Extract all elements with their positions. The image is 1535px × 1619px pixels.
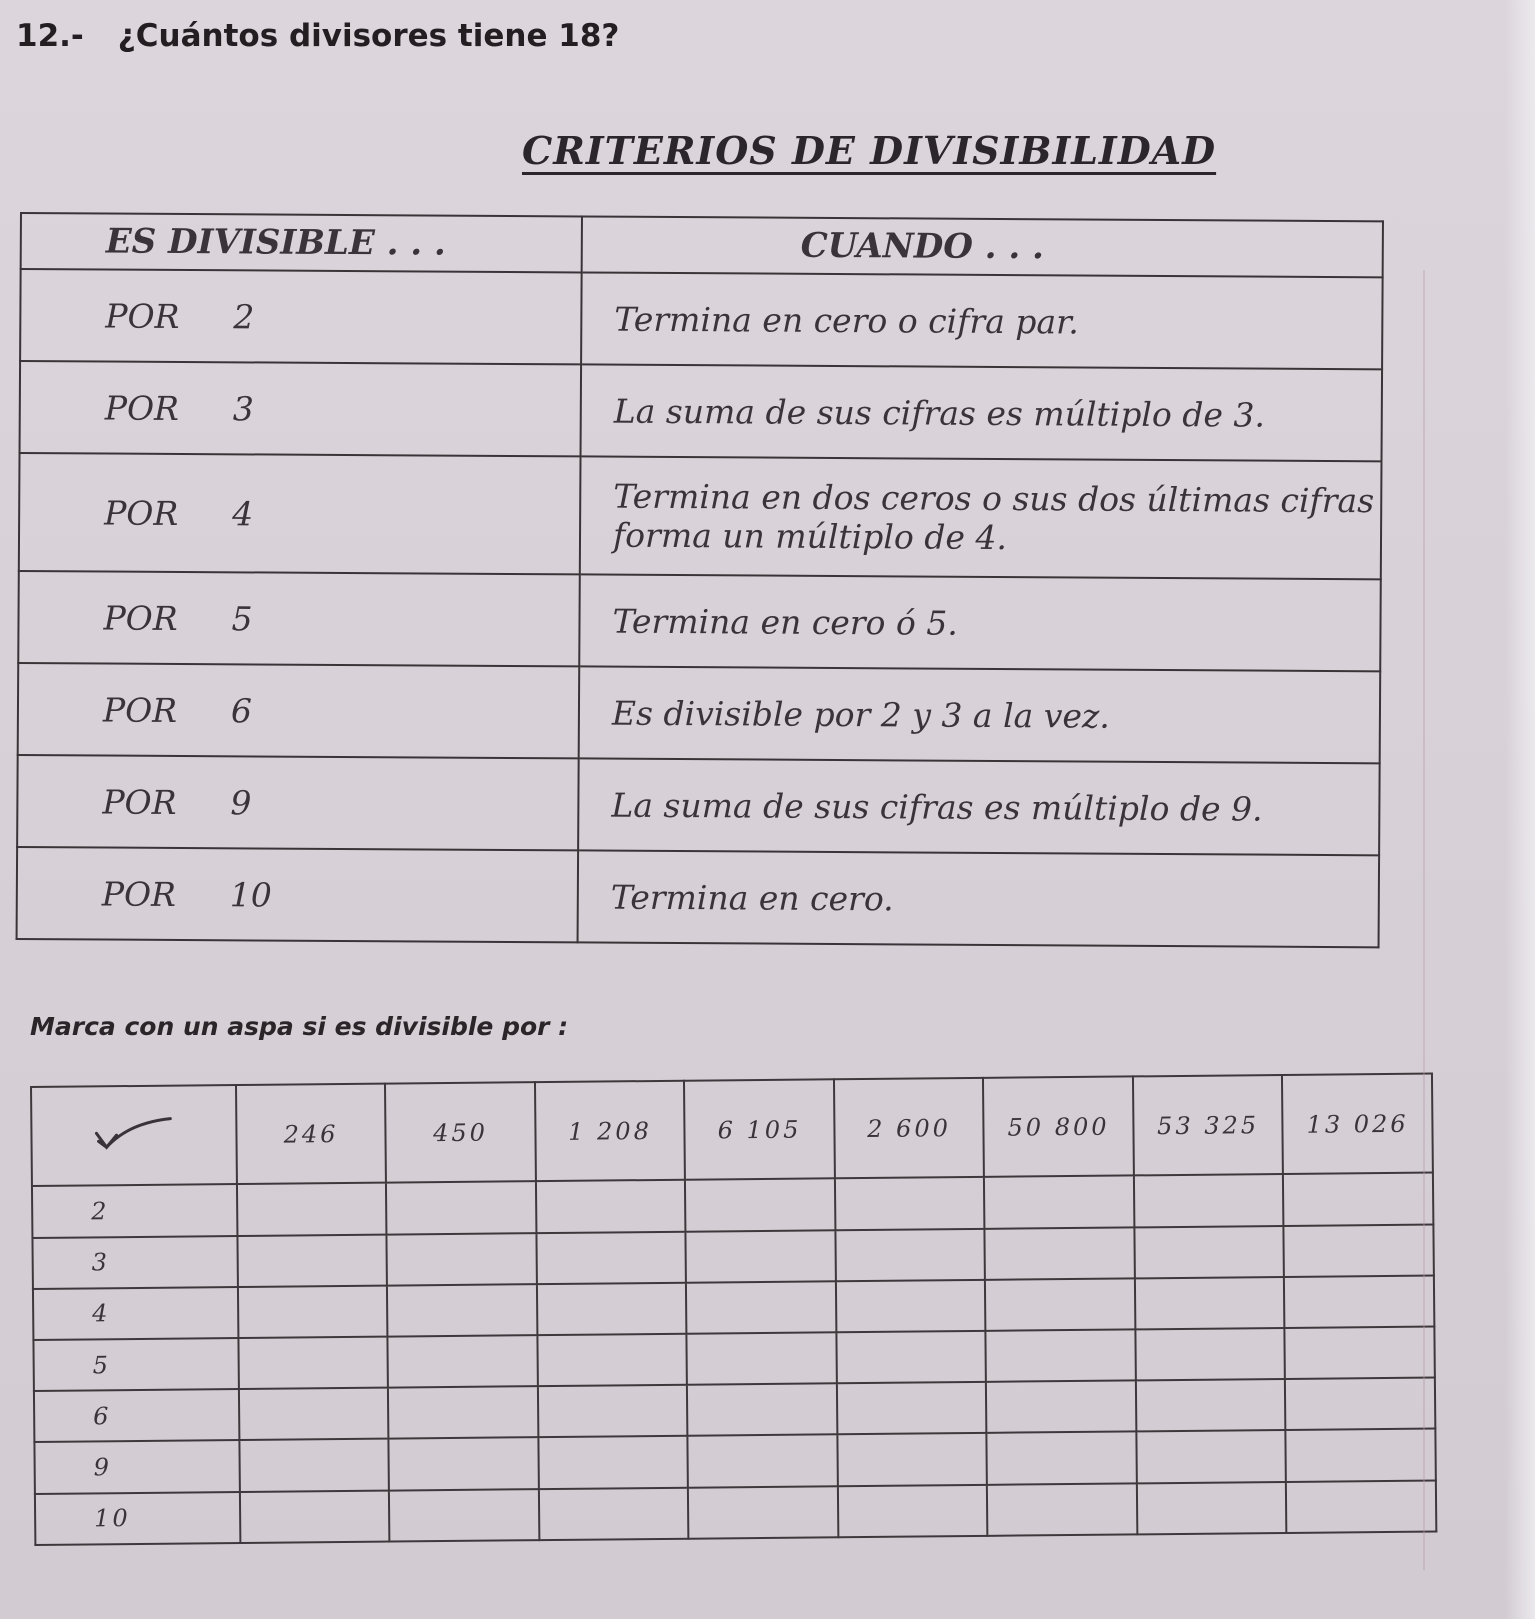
mark-cell[interactable] (1284, 1224, 1434, 1277)
number-header: 1 208 (535, 1081, 685, 1182)
mark-cell[interactable] (1134, 1174, 1284, 1227)
mark-cell[interactable] (686, 1230, 836, 1283)
mark-cell[interactable] (389, 1438, 539, 1491)
criteria-divisor: 10 (229, 874, 272, 915)
mark-cell[interactable] (238, 1337, 388, 1390)
mark-cell[interactable] (1283, 1173, 1433, 1226)
mark-cell[interactable] (835, 1228, 985, 1281)
mark-cell[interactable] (987, 1483, 1137, 1536)
mark-cell[interactable] (986, 1329, 1136, 1382)
mark-cell[interactable] (837, 1382, 987, 1435)
mark-cell[interactable] (1135, 1277, 1285, 1330)
divisor-label: 10 (35, 1492, 240, 1545)
criteria-rule: La suma de sus cifras es múltiplo de 9. (578, 758, 1380, 855)
criteria-por: POR (104, 493, 179, 533)
mark-cell[interactable] (388, 1386, 538, 1439)
criteria-rule: Termina en cero ó 5. (579, 574, 1381, 671)
criteria-row (17, 847, 1380, 947)
number-header: 246 (236, 1084, 386, 1185)
mark-cell[interactable] (1284, 1275, 1434, 1328)
question-number: 12.- (16, 18, 84, 54)
mark-cell[interactable] (1134, 1225, 1284, 1278)
criteria-rule: Termina en cero o cifra par. (581, 272, 1383, 369)
criteria-rule: Es divisible por 2 y 3 a la vez. (579, 666, 1381, 763)
number-header: 50 800 (983, 1076, 1133, 1177)
mark-cell[interactable] (688, 1435, 838, 1488)
mark-cell[interactable] (389, 1489, 539, 1542)
mark-cell[interactable] (388, 1335, 538, 1388)
mark-cell[interactable] (237, 1234, 387, 1287)
criteria-header-row (21, 213, 1383, 277)
criteria-por: POR (102, 782, 177, 822)
mark-cell[interactable] (239, 1388, 389, 1441)
criteria-row (18, 663, 1381, 763)
mark-cell[interactable] (1135, 1328, 1285, 1381)
mark-cell[interactable] (985, 1227, 1135, 1280)
mark-cell[interactable] (685, 1179, 835, 1232)
question-text: ¿Cuántos divisores tiene 18? (117, 18, 620, 54)
mark-cell[interactable] (386, 1181, 536, 1234)
mark-cell[interactable] (536, 1180, 686, 1233)
mark-cell[interactable] (1285, 1327, 1435, 1380)
mark-cell[interactable] (537, 1282, 687, 1335)
criteria-divisor: 6 (230, 690, 253, 730)
mark-cell[interactable] (835, 1177, 985, 1230)
mark-header-row (31, 1074, 1433, 1187)
divisor-label: 2 (32, 1184, 237, 1237)
number-header: 13 026 (1282, 1074, 1433, 1175)
mark-cell[interactable] (387, 1284, 537, 1337)
mark-cell[interactable] (387, 1233, 537, 1286)
criteria-header-left: ES DIVISIBLE . . . (21, 213, 582, 272)
criteria-row (20, 269, 1383, 369)
criteria-rule: La suma de sus cifras es múltiplo de 3. (581, 364, 1383, 461)
mark-cell[interactable] (838, 1485, 988, 1538)
mark-cell[interactable] (536, 1231, 686, 1284)
mark-cell[interactable] (240, 1490, 390, 1543)
mark-cell[interactable] (1137, 1482, 1287, 1535)
number-header: 53 325 (1133, 1075, 1283, 1176)
mark-cell[interactable] (837, 1433, 987, 1486)
criteria-rule: Termina en cero. (578, 850, 1380, 947)
divisibility-mark-table (30, 1073, 1437, 1546)
number-header: 450 (385, 1082, 535, 1183)
number-header: 6 105 (684, 1079, 834, 1180)
mark-cell[interactable] (237, 1183, 387, 1236)
criteria-por: POR (105, 296, 180, 336)
mark-cell[interactable] (239, 1439, 389, 1492)
criteria-por: POR (102, 690, 178, 730)
mark-cell[interactable] (1285, 1378, 1435, 1431)
mark-corner-cell (31, 1085, 237, 1186)
divisor-label: 5 (33, 1338, 238, 1391)
mark-cell[interactable] (686, 1281, 836, 1334)
page-edge (1505, 0, 1535, 1619)
mark-cell[interactable] (687, 1383, 837, 1436)
mark-cell[interactable] (1136, 1430, 1286, 1483)
page-title: CRITERIOS DE DIVISIBILIDAD (522, 128, 1217, 173)
criteria-rule: Termina en dos ceros o sus dos últimas cifras forma un múltiplo de 4. (580, 456, 1382, 579)
mark-cell[interactable] (986, 1381, 1136, 1434)
mark-cell[interactable] (836, 1331, 986, 1384)
mark-cell[interactable] (1286, 1480, 1436, 1533)
mark-cell[interactable] (987, 1432, 1137, 1485)
mark-cell[interactable] (984, 1176, 1134, 1229)
divisor-label: 6 (34, 1389, 239, 1442)
criteria-row (18, 571, 1381, 671)
mark-cell[interactable] (836, 1280, 986, 1333)
criteria-divisor: 4 (232, 493, 254, 533)
criteria-por: POR (103, 598, 178, 638)
instruction-text: Marca con un aspa si es divisible por : (30, 1012, 569, 1041)
criteria-table (16, 212, 1384, 948)
criteria-por: POR (101, 874, 177, 914)
criteria-divisor: 2 (233, 296, 255, 336)
mark-cell[interactable] (1286, 1429, 1436, 1482)
check-mark-icon (89, 1112, 179, 1153)
mark-cell[interactable] (238, 1285, 388, 1338)
criteria-divisor: 5 (231, 598, 253, 638)
criteria-row (20, 361, 1383, 461)
mark-cell[interactable] (538, 1436, 688, 1489)
criteria-header-right: CUANDO . . . (582, 216, 1383, 277)
divisor-label: 9 (34, 1440, 239, 1493)
paper-margin-line (1423, 270, 1425, 1570)
number-header: 2 600 (834, 1078, 984, 1179)
criteria-row (17, 755, 1380, 855)
mark-cell[interactable] (537, 1334, 687, 1387)
mark-cell[interactable] (687, 1332, 837, 1385)
mark-cell[interactable] (539, 1487, 689, 1540)
divisor-label: 4 (33, 1287, 238, 1340)
criteria-divisor: 3 (232, 388, 254, 428)
mark-cell[interactable] (985, 1278, 1135, 1331)
question-12 (16, 18, 619, 54)
criteria-divisor: 9 (230, 782, 252, 822)
criteria-por: POR (104, 388, 180, 428)
mark-cell[interactable] (1136, 1379, 1286, 1432)
criteria-row (19, 453, 1382, 579)
mark-cell[interactable] (538, 1385, 688, 1438)
divisor-label: 3 (32, 1236, 237, 1289)
mark-cell[interactable] (688, 1486, 838, 1539)
